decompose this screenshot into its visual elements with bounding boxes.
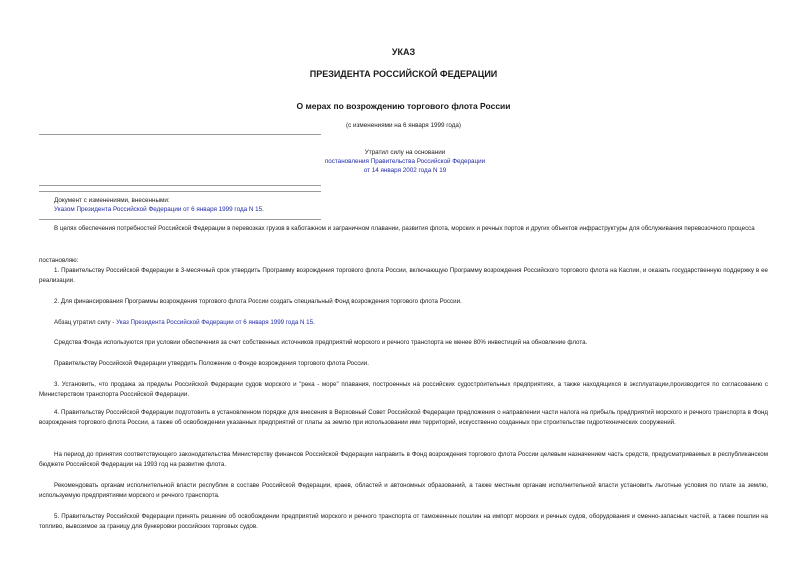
invalidation-note [300,148,510,175]
changes-label: Документ с изменениями, внесенными: [54,197,170,204]
paragraph-fund-means: Средства Фонда используются при условии обеспечения за счет собственных источников предприятий морского и речного транспорта не менее 80% инвестиций на обновление флота. [54,339,588,346]
document-subject-title: О мерах по возрождению торгового флота России [296,101,511,111]
paragraph-decree: постановляю: [39,257,79,264]
invalidation-link-date[interactable]: от 14 января 2002 года N 19 [363,167,447,174]
paragraph-finance-ministry: На период до принятия соответствующего законодательства Министерству финансов Российской Федерации направить в Фонд возрождения торгового флота России целевым назначением часть средств, предусматриваемых в республиканском бюджете Российской Федерации на 1993 год на развитие флота. [39,451,768,468]
divider [39,191,321,192]
paragraph-repealed [39,318,768,328]
divider [39,219,321,220]
repealed-prefix: Абзац утратил силу - [54,319,117,326]
divider [39,185,321,186]
paragraph-item-3: 3. Установить, что продажа за пределы Российской Федерации судов морского и "река - море" плавания, построенных на российских судостроительных предприятиях, а также находящихся в эксплуатации,производится по согласованию с Министерством транспорта Российской Федерации. [39,381,768,398]
paragraph-item-2: 2. Для финансирования Программы возрождения торгового флота России создать специальный Фонд возрождения торгового флота России. [54,298,462,305]
paragraph-land-fee: Рекомендовать органам исполнительной власти республик в составе Российской Федерации, краев, областей и автономных образований, а также местным органам исполнительной власти установить льготные условия по плате за землю, используемую предприятиями морского и речного транспорта. [39,482,768,499]
document-type-title: УКАЗ [391,47,416,57]
invalidation-text: Утратил силу на основании [364,149,446,156]
paragraph-preamble: В целях обеспечения потребностей Российской Федерации в перевозках грузов в каботажном и заграничном плавании, развития флота, морских и речных портов и других объектов инфраструктуры для обслуживания перевозочного процесса [54,225,755,232]
amendment-note: (с изменениями на 6 января 1999 года) [346,122,461,129]
changes-block [54,196,454,214]
repealed-link[interactable]: Указ Президента Российской Федерации от 6 января 1999 года N 15. [116,319,315,326]
changes-link[interactable]: Указом Президента Российской Федерации от 6 января 1999 года N 15. [54,206,264,213]
divider [39,134,321,135]
issuer-title: ПРЕЗИДЕНТА РОССИЙСКОЙ ФЕДЕРАЦИИ [309,69,498,79]
paragraph-item-5: 5. Правительству Российской Федерации принять решение об освобождении предприятий морского и речного транспорта от таможенных пошлин на импорт морских и речных судов, оборудования и сменно-запасных частей, а также пошлин на топливо, вывозимое за границу для бункеровки российских торговых судов. [39,513,768,530]
paragraph-item-4: 4. Правительству Российской Федерации подготовить в установленном порядке для внесения в Верховный Совет Российской Федерации предложения о направлении части налога на прибыль предприятий морского и речного транспорта в Фонд возрождения торгового флота России, а также об освобождении указанных предприятий от платы за землю при использовании ими территорий, искусственно созданных при строительстве гидротехнических сооружений. [39,409,768,426]
paragraph-item-1: 1. Правительству Российской Федерации в 3-месячный срок утвердить Программу возрождения торгового флота России, включающую Программу возрождения Российского торгового флота на Каспии, и оказать государственную поддержку в ее реализации. [39,267,768,284]
paragraph-fund-regulation: Правительству Российской Федерации утвердить Положение о Фонде возрождения торгового флота России. [54,360,369,367]
invalidation-link-resolution[interactable]: постановления Правительства Российской Федерации [324,158,486,165]
